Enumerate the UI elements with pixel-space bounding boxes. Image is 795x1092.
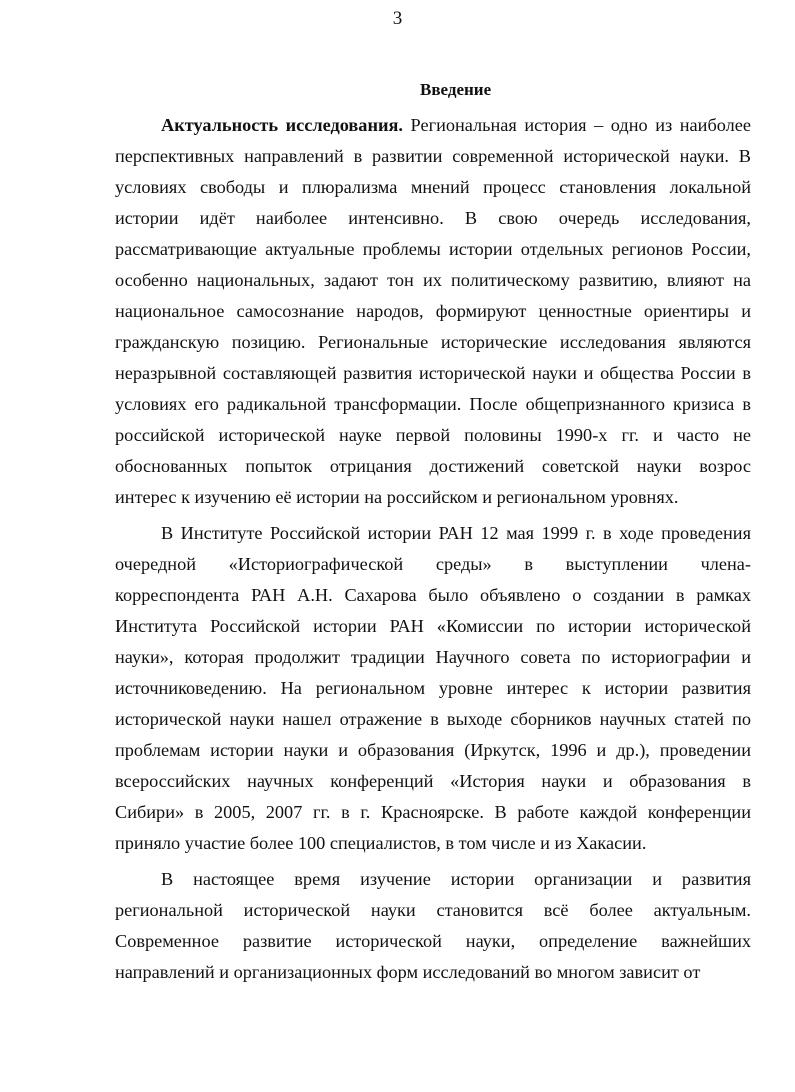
text-line: особенно национальных, задают тон их политическому развитию, влияют на (115, 270, 751, 290)
page-number: 3 (392, 8, 403, 29)
text-line: региональной исторической науки становится всё более актуальным. (115, 900, 751, 920)
text-line: Современное развитие исторической науки, определение важнейших (115, 931, 751, 951)
text-line: исторической науки нашел отражение в выходе сборников научных статей по (115, 709, 751, 729)
text-line: условиях его радикальной трансформации. После общепризнанного кризиса в (115, 394, 751, 414)
text-line: науки», которая продолжит традиции Научного совета по историографии и (115, 647, 751, 667)
text-line: очередной «Историографической среды» в выступлении члена- (115, 554, 751, 574)
text-line: В настоящее время изучение истории организации и развития (161, 869, 751, 889)
paragraph-2 (115, 518, 751, 859)
text-line: всероссийских научных конференций «История науки и образования в (115, 771, 751, 791)
text-line: приняло участие более 100 специалистов, в том числе и из Хакасии. (115, 833, 647, 853)
paragraph-1 (115, 110, 751, 513)
text-line (115, 110, 751, 141)
line-text: Региональная история – одно из наиболее (402, 115, 751, 135)
text-line: обоснованных попыток отрицания достижений советской науки возрос (115, 456, 751, 476)
text-line: источниковедению. На региональном уровне интерес к истории развития (115, 678, 751, 698)
text-line: проблемам истории науки и образования (Иркутск, 1996 и др.), проведении (115, 740, 751, 760)
text-line: условиях свободы и плюрализма мнений процесс становления локальной (115, 177, 751, 197)
text-line: рассматривающие актуальные проблемы истории отдельных регионов России, (115, 239, 751, 259)
text-line: гражданскую позицию. Региональные исторические исследования являются (115, 332, 751, 352)
lead-phrase: Актуальность исследования. (161, 115, 403, 135)
text-line: интерес к изучению её истории на российском и региональном уровнях. (115, 487, 679, 507)
section-heading: Введение (420, 80, 492, 99)
text-line: перспективных направлений в развитии современной исторической науки. В (115, 146, 751, 166)
text-line: неразрывной составляющей развития исторической науки и общества России в (115, 363, 751, 383)
text-line: российской исторической науке первой половины 1990-х гг. и часто не (115, 425, 751, 445)
text-line: национальное самосознание народов, формируют ценностные ориентиры и (115, 301, 751, 321)
text-line: направлений и организационных форм исследований во многом зависит от (115, 962, 701, 982)
text-line: корреспондента РАН А.Н. Сахарова было объявлено о создании в рамках (115, 585, 751, 605)
text-line: В Институте Российской истории РАН 12 мая 1999 г. в ходе проведения (161, 523, 751, 543)
text-line: Института Российской истории РАН «Комиссии по истории исторической (115, 616, 751, 636)
paragraph-3 (115, 864, 751, 988)
text-line: истории идёт наиболее интенсивно. В свою очередь исследования, (115, 208, 751, 228)
text-line: Сибири» в 2005, 2007 гг. в г. Красноярске. В работе каждой конференции (115, 802, 751, 822)
